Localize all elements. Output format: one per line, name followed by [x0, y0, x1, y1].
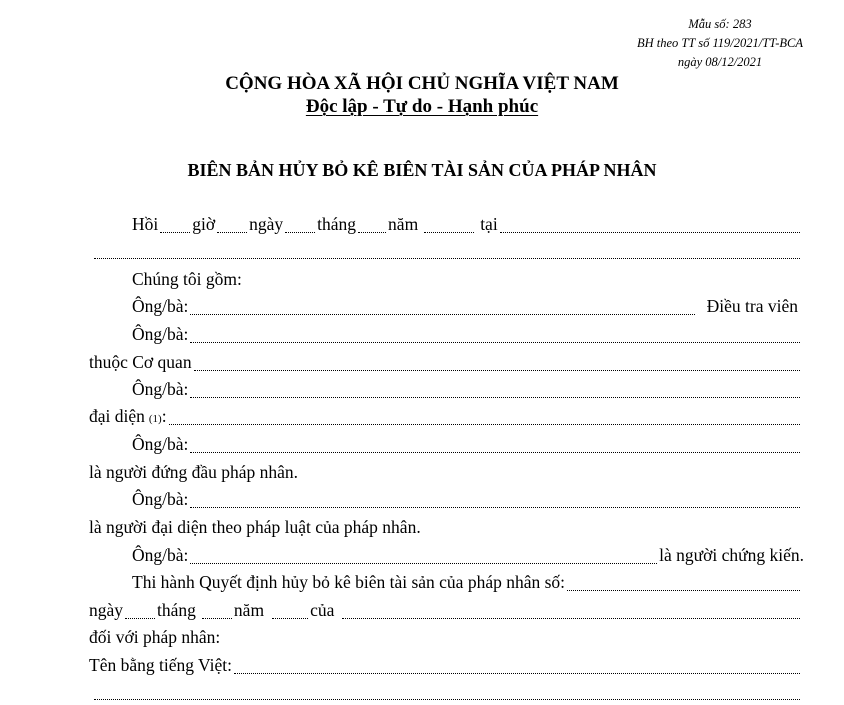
vietnamese-name-blank[interactable]	[234, 672, 800, 674]
place-blank[interactable]	[500, 231, 800, 233]
document-title: BIÊN BẢN HỦY BỎ KÊ BIÊN TÀI SẢN CỦA PHÁP NHÂN	[187, 160, 657, 180]
form-date: ngày 08/12/2021	[677, 55, 763, 69]
members-heading	[132, 269, 242, 293]
label-ong-ba: Ông/bà:	[132, 489, 189, 509]
label-ong-ba: Ông/bà:	[132, 324, 189, 344]
investigator-row	[132, 296, 798, 320]
footnote-ref: (1)	[148, 413, 162, 425]
label-legal-rep-role: là người đại diện theo pháp luật của pháp nhân.	[89, 517, 421, 537]
label-agency: thuộc Cơ quan	[89, 352, 192, 372]
head-name-blank[interactable]	[190, 451, 800, 453]
officer-row	[132, 324, 802, 348]
national-title: CỘNG HÒA XÃ HỘI CHỦ NGHĨA VIỆT NAM	[225, 73, 619, 94]
decision-number-blank[interactable]	[567, 589, 800, 591]
decision-day-blank[interactable]	[125, 617, 155, 619]
members-label: Chúng tôi gồm:	[132, 269, 242, 289]
label-tai: tại	[480, 214, 498, 234]
time-place-row	[132, 214, 802, 238]
legal-rep-name-blank[interactable]	[190, 506, 800, 508]
head-name-row	[132, 434, 802, 458]
label-nam: năm	[388, 214, 419, 234]
decision-year-blank[interactable]	[272, 617, 308, 619]
representative-name-row	[132, 379, 802, 403]
representative-name-blank[interactable]	[190, 396, 800, 398]
representative-of-blank[interactable]	[169, 423, 800, 425]
label-ong-ba: Ông/bà:	[132, 545, 189, 565]
label-entity: đối với pháp nhân:	[89, 627, 221, 647]
label-cua: của	[310, 600, 335, 620]
form-number: Mẫu số: 283	[688, 17, 752, 31]
motto-wrap	[0, 96, 844, 118]
vietnamese-name-blank-2[interactable]	[94, 698, 800, 700]
label-witness-role: là người chứng kiến.	[659, 545, 804, 565]
label-thang: tháng	[317, 214, 357, 234]
decision-month-blank[interactable]	[202, 617, 232, 619]
representative-of-row	[89, 406, 802, 430]
place-continuation-row	[92, 240, 802, 264]
label-investigator: Điều tra viên	[706, 296, 798, 316]
label-thang: tháng	[157, 600, 196, 620]
label-gio: giờ	[192, 214, 216, 234]
day-blank[interactable]	[285, 231, 315, 233]
agency-blank[interactable]	[194, 369, 800, 371]
label-ong-ba: Ông/bà:	[132, 434, 189, 454]
label-ong-ba: Ông/bà:	[132, 296, 189, 316]
label-dai-dien: đại diện	[89, 406, 145, 426]
minute-blank[interactable]	[217, 231, 247, 233]
label-vietnamese-name: Tên bằng tiếng Việt:	[89, 655, 232, 675]
decision-row	[132, 572, 802, 596]
issuer-blank[interactable]	[342, 617, 800, 619]
form-issued-by: BH theo TT số 119/2021/TT-BCA	[637, 36, 803, 50]
legal-rep-name-row	[132, 489, 802, 513]
label-decision: Thi hành Quyết định hủy bỏ kê biên tài sản của pháp nhân số:	[132, 572, 566, 592]
vietnamese-name-row	[89, 655, 802, 679]
legal-rep-role-row	[89, 517, 421, 541]
label-ong-ba: Ông/bà:	[132, 379, 189, 399]
month-blank[interactable]	[358, 231, 386, 233]
witness-row	[132, 545, 804, 569]
agency-row	[89, 352, 802, 376]
place-blank-2[interactable]	[94, 257, 800, 259]
investigator-name-blank[interactable]	[190, 313, 694, 315]
label-head-role: là người đứng đầu pháp nhân.	[89, 462, 299, 482]
entity-heading-row	[89, 627, 220, 651]
vietnamese-name-continuation-row	[92, 681, 802, 705]
witness-name-blank[interactable]	[190, 562, 657, 564]
form-meta	[600, 15, 840, 72]
decision-date-row	[89, 600, 802, 624]
label-hoi: Hồi	[132, 214, 159, 234]
motto: Độc lập - Tự do - Hạnh phúc	[305, 96, 539, 117]
label-nam: năm	[233, 600, 265, 620]
year-blank[interactable]	[424, 231, 474, 233]
officer-name-blank[interactable]	[190, 341, 800, 343]
head-role-row	[89, 462, 298, 486]
colon: :	[161, 406, 167, 426]
hour-blank[interactable]	[160, 231, 190, 233]
label-ngay: ngày	[249, 214, 284, 234]
label-ngay: ngày	[89, 600, 124, 620]
